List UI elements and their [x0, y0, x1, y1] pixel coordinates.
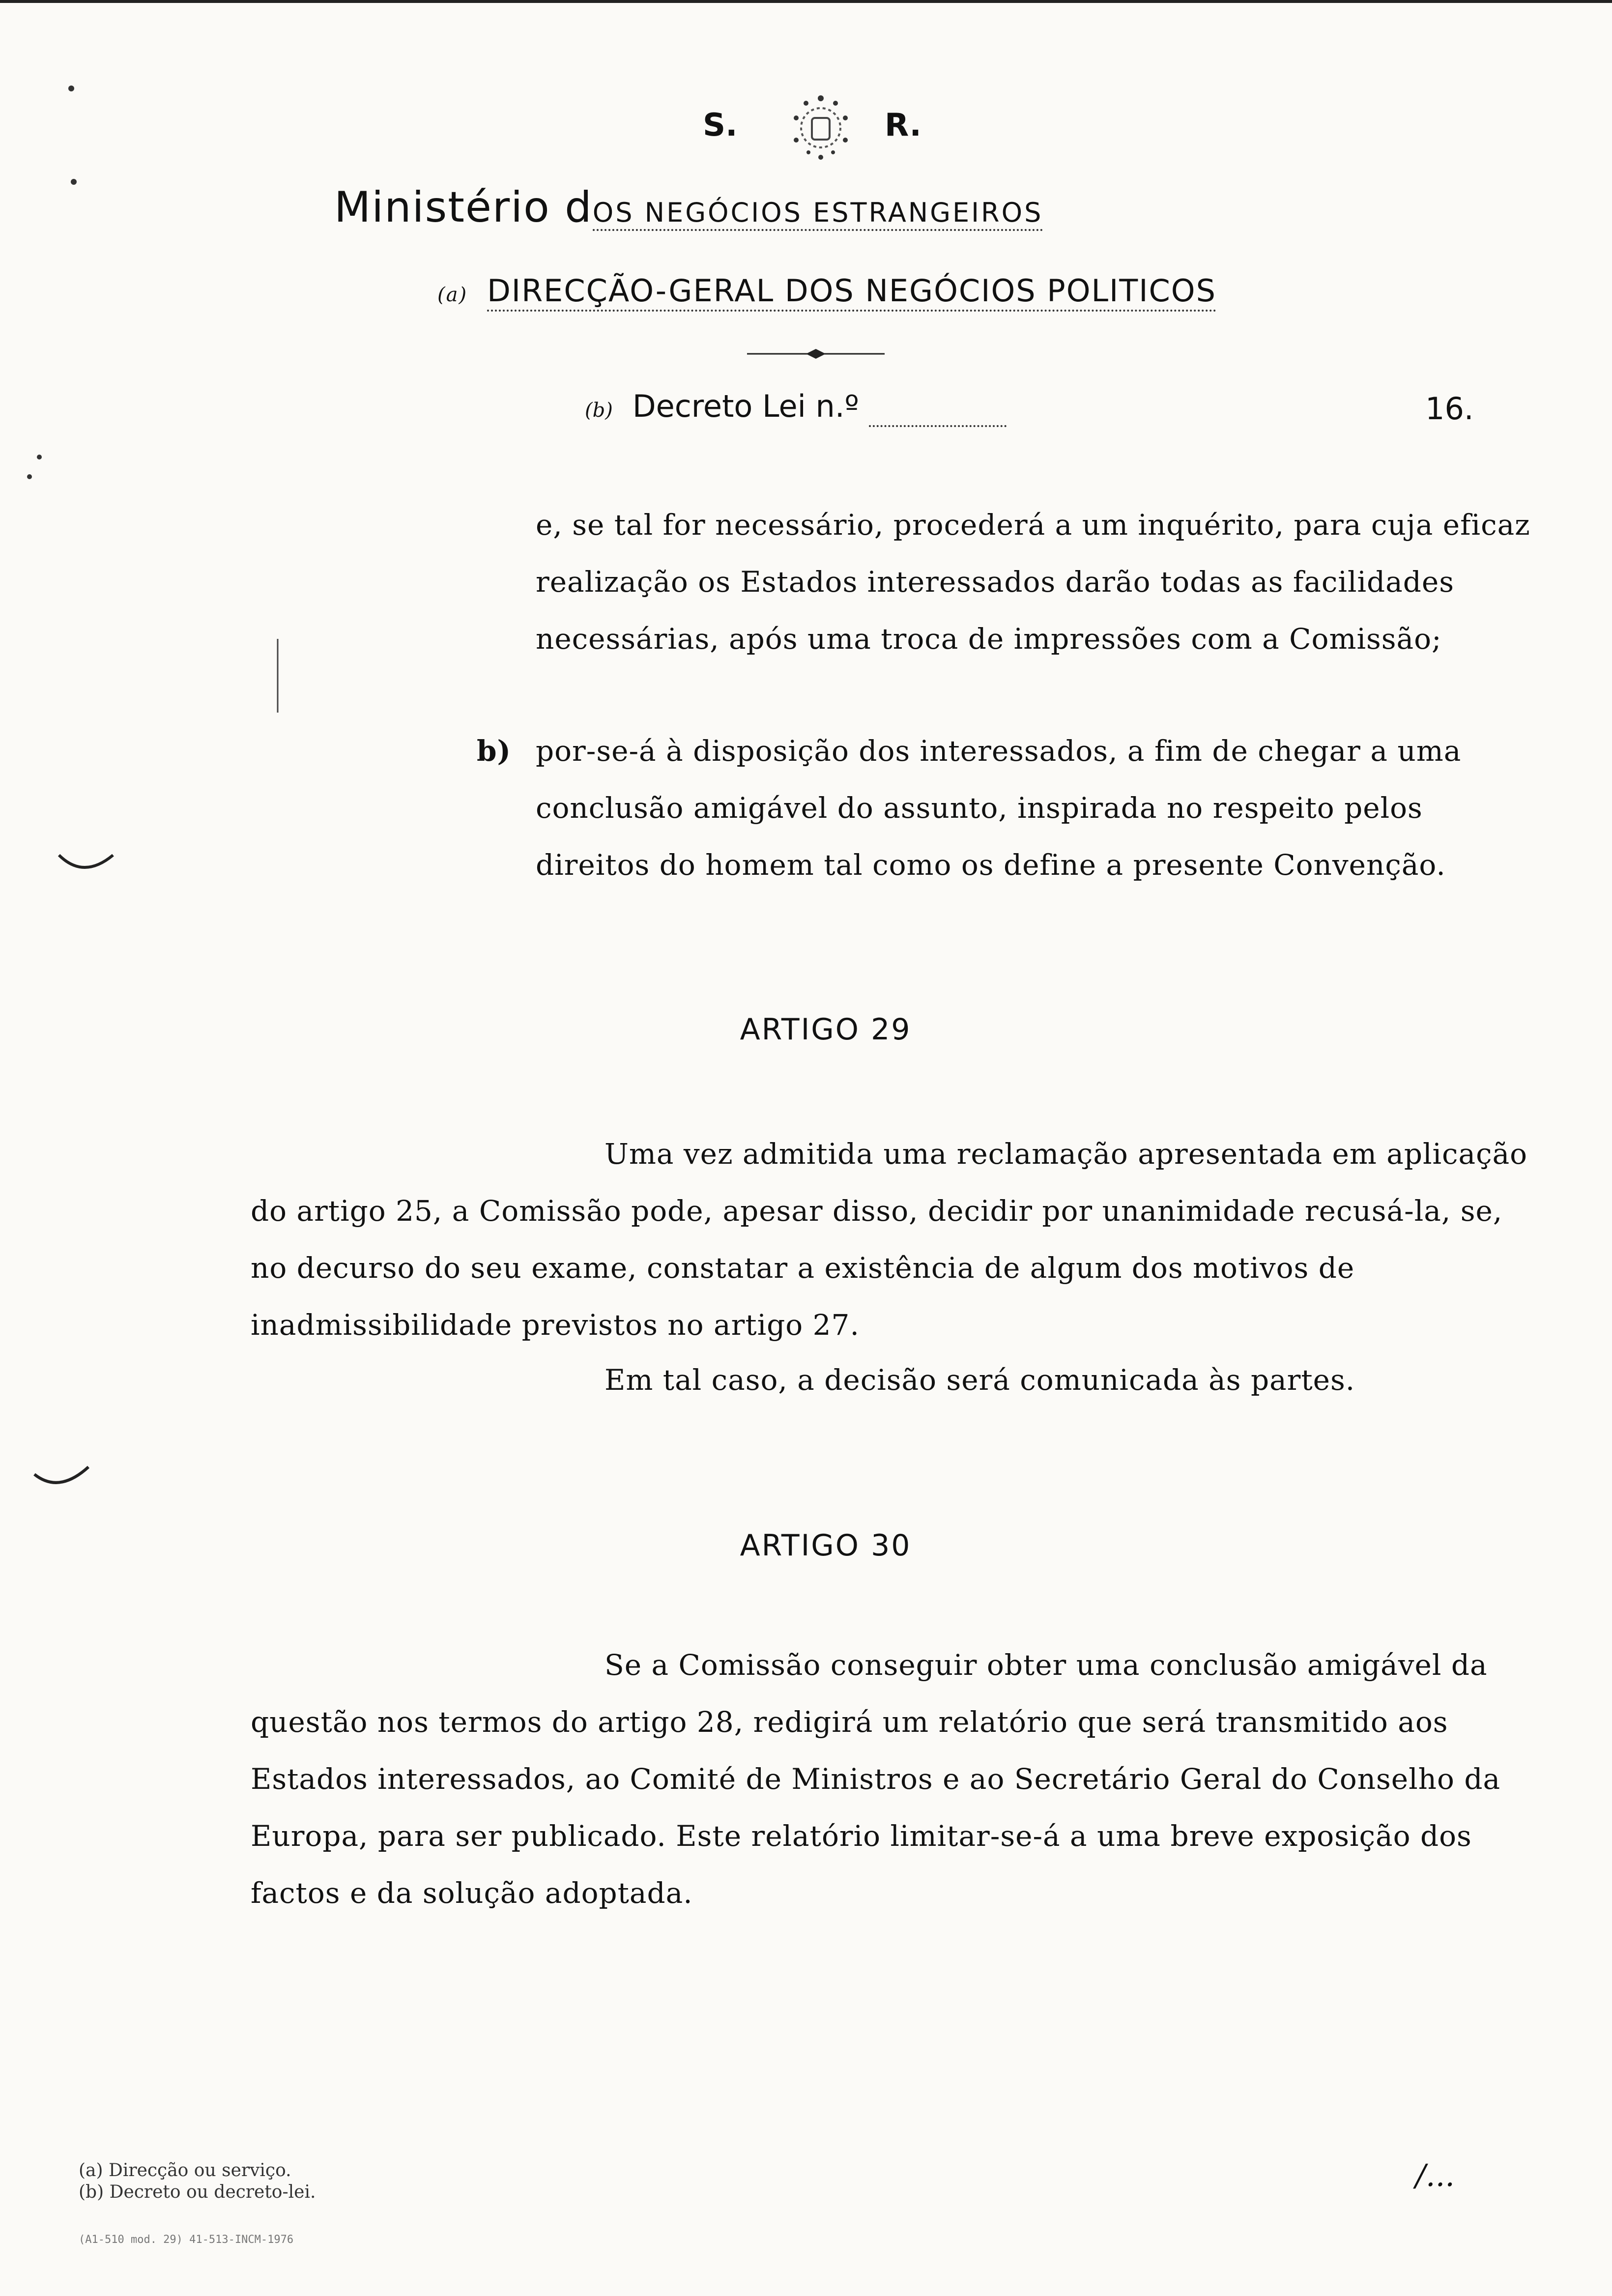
paragraph-b-text: por-se-á à disposição dos interessados, a fim de chegar a uma conclusão amigável do assunto, inspirada no respeito pelos direitos do homem tal como os define a presente Convenção.	[536, 734, 1462, 882]
printer-imprint: (A1-510 mod. 29) 41-513-INCM-1976	[79, 2234, 294, 2246]
footnote-b: (b) Decreto ou decreto-lei.	[79, 2182, 316, 2202]
continuation-mark: /...	[1415, 2157, 1455, 2193]
footnotes	[79, 2160, 521, 2229]
direccao-line	[437, 273, 1371, 317]
decreto-line	[585, 388, 1076, 432]
seal-letter-s: S.	[703, 107, 738, 144]
paragraph-b-label: b)	[477, 734, 511, 768]
divider-ornament-icon	[747, 344, 885, 364]
seal-letter-r: R.	[885, 107, 921, 144]
heading-artigo-29: ARTIGO 29	[740, 1012, 912, 1047]
footnote-a: (a) Direcção ou serviço.	[79, 2160, 291, 2181]
artigo-29-paragraph-2: Em tal caso, a decisão será comunicada às partes.	[604, 1363, 1355, 1397]
ministry-title	[334, 183, 1278, 252]
decreto-number-blank	[869, 388, 1007, 427]
page-number: 16.	[1425, 391, 1474, 427]
letterhead-seal-row	[639, 84, 973, 172]
decreto-footnote-mark: (b)	[585, 399, 613, 422]
decreto-text: Decreto Lei n.º	[632, 388, 859, 424]
artigo-29-paragraph-1: Uma vez admitida uma reclamação apresentada em aplicação do artigo 25, a Comissão pode, apesar disso, decidir por unanimidade recusá-la, se, no decurso do seu exame, constatar a existência de algum dos motivos de inadmissibilidade previstos no artigo 27.	[251, 1137, 1528, 1342]
direccao-text: DIRECÇÃO-GERAL DOS NEGÓCIOS POLITICOS	[487, 273, 1216, 312]
artigo-30-paragraph: Se a Comissão conseguir obter uma conclusão amigável da questão nos termos do artigo 28, redigirá um relatório que será transmitido aos Estados interessados, ao Comité de Ministros e ao Secretário Geral do Conselho da Europa, para ser publicado. Este relatório limitar-se-á a uma breve exposição dos factos e da solução adoptada.	[251, 1648, 1501, 1910]
ministry-title-main: Ministério d	[334, 183, 593, 232]
heading-artigo-30: ARTIGO 30	[740, 1528, 912, 1563]
paragraph-a-continuation: e, se tal for necessário, procederá a um inquérito, para cuja eficaz realização os Estados interessados darão todas as facilidades necessárias, após uma troca de impressões com a Comissão;	[536, 508, 1530, 656]
scan-top-edge	[0, 0, 1612, 3]
ministry-title-rest: OS NEGÓCIOS ESTRANGEIROS	[593, 197, 1043, 231]
direccao-footnote-mark: (a)	[437, 284, 468, 306]
paragraph-b	[477, 722, 1543, 894]
coat-of-arms-icon	[772, 84, 870, 172]
